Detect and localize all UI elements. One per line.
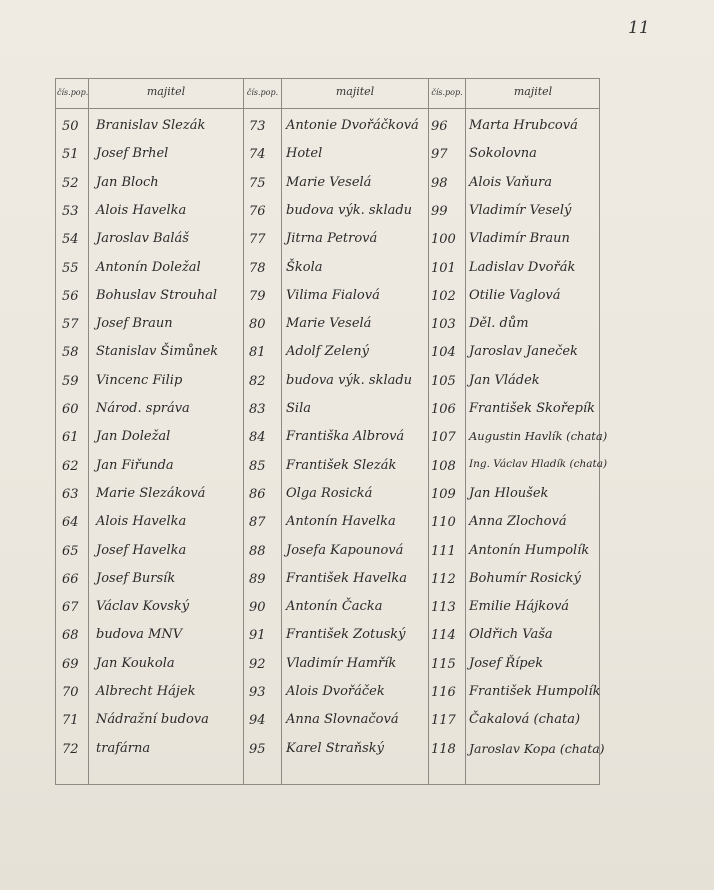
entry-number: 62: [62, 458, 79, 474]
entry-number: 96: [431, 119, 448, 134]
entry-number: 113: [431, 600, 456, 616]
entry-owner: Stanislav Šimůnek: [96, 344, 219, 360]
entry-number: 109: [431, 486, 456, 502]
entry-owner: Bohumír Rosický: [469, 570, 581, 586]
entry-number: 52: [62, 175, 79, 191]
entry-number: 53: [62, 203, 79, 219]
column-divider: [243, 79, 244, 784]
entry-number: 65: [62, 543, 79, 559]
entry-number: 102: [431, 288, 456, 304]
entry-owner: Alois Havelka: [96, 514, 187, 530]
entry-owner: František Zotuský: [286, 627, 406, 643]
entry-owner: Jan Bloch: [96, 174, 159, 190]
entry-number: 99: [431, 203, 448, 219]
entry-owner: budova výk. skladu: [286, 372, 413, 388]
entry-owner: Josef Brhel: [96, 146, 169, 162]
entry-owner: Škola: [286, 259, 323, 275]
header-num-2: čís.pop.: [246, 88, 279, 97]
entry-number: 106: [431, 402, 456, 417]
entry-owner: Vilima Fialová: [286, 287, 380, 303]
entry-number: 108: [431, 458, 456, 474]
entry-owner: Josef Bursík: [96, 570, 176, 586]
entry-owner: Otilie Vaglová: [469, 287, 561, 303]
entry-owner: Adolf Zelený: [286, 344, 369, 360]
entry-number: 93: [249, 685, 266, 700]
entry-number: 116: [431, 685, 456, 700]
entry-number: 84: [249, 430, 266, 446]
entry-owner: Jaroslav Baláš: [96, 231, 189, 247]
entry-number: 105: [431, 373, 456, 389]
entry-number: 56: [62, 288, 79, 304]
entry-number: 77: [249, 232, 266, 248]
entry-number: 98: [431, 175, 448, 191]
entry-owner: František Slezák: [286, 457, 397, 473]
entry-number: 90: [249, 600, 266, 616]
entry-number: 79: [249, 288, 266, 304]
entry-owner: Alois Vaňura: [469, 174, 552, 190]
entry-owner: Nádražní budova: [96, 712, 209, 728]
entry-owner: budova výk. skladu: [286, 202, 413, 218]
entry-number: 82: [249, 373, 266, 389]
entry-owner: Jitrna Petrová: [286, 231, 378, 247]
entry-number: 92: [249, 656, 266, 672]
entry-number: 60: [62, 402, 79, 417]
entry-owner: Branislav Slezák: [96, 118, 206, 133]
entry-number: 95: [249, 741, 266, 757]
entry-number: 83: [249, 402, 266, 417]
entry-owner: Alois Havelka: [96, 202, 187, 218]
entry-owner: Vladimír Hamřík: [286, 655, 397, 671]
entry-number: 75: [249, 175, 266, 191]
entry-owner: Jan Doležal: [96, 429, 171, 445]
entry-owner: Antonín Havelka: [286, 514, 396, 530]
entry-owner: Jaroslav Janeček: [469, 344, 578, 360]
entry-number: 51: [62, 147, 79, 163]
register-table: [55, 78, 608, 785]
entry-number: 101: [431, 260, 456, 276]
entry-owner: Děl. dům: [469, 316, 529, 332]
entry-owner: Karel Straňský: [286, 740, 385, 756]
entry-number: 80: [249, 317, 266, 333]
header-num-1: čís.pop.: [57, 88, 89, 97]
entry-number: 76: [249, 203, 266, 219]
header-owner-3: majitel: [513, 85, 553, 98]
entry-owner: Jan Vládek: [469, 372, 540, 388]
entry-number: 50: [62, 119, 79, 134]
entry-owner: Emilie Hájková: [469, 599, 570, 615]
entry-number: 111: [431, 543, 456, 559]
entry-number: 55: [62, 260, 79, 276]
entry-owner: Anna Slovnačová: [286, 712, 399, 728]
entry-owner: Marie Veselá: [286, 316, 372, 332]
entry-number: 107: [431, 430, 456, 446]
entry-owner: Františka Albrová: [286, 429, 405, 445]
entry-number: 117: [431, 713, 456, 729]
entry-owner: Jan Fiřunda: [96, 457, 174, 473]
entry-owner: Ladislav Dvořák: [469, 259, 576, 275]
entry-number: 88: [249, 543, 266, 559]
entry-owner: Václav Kovský: [96, 599, 190, 615]
header-owner-2: majitel: [335, 85, 375, 98]
entry-number: 59: [62, 373, 79, 389]
entry-owner: Ing. Václav Hladík (chata): [469, 457, 608, 470]
entry-number: 103: [431, 317, 456, 333]
entry-number: 54: [62, 232, 79, 248]
entry-number: 115: [431, 656, 456, 672]
entry-number: 104: [431, 345, 456, 361]
entry-owner: Hotel: [286, 146, 323, 162]
entry-number: 86: [249, 486, 266, 502]
entry-owner: Bohuslav Strouhal: [96, 287, 218, 303]
entry-number: 72: [62, 741, 79, 757]
entry-number: 118: [431, 741, 456, 757]
entry-number: 64: [62, 515, 79, 531]
entry-owner: budova MNV: [96, 627, 183, 643]
entry-number: 73: [249, 119, 266, 134]
entry-owner: Josef Braun: [96, 316, 173, 332]
entry-owner: Vincenc Filip: [96, 372, 183, 388]
entry-owner: Olga Rosická: [286, 485, 373, 501]
entry-owner: Albrecht Hájek: [96, 684, 196, 699]
entry-number: 89: [249, 571, 266, 587]
entry-owner: František Havelka: [286, 570, 408, 586]
entry-owner: Vladimír Veselý: [469, 202, 572, 218]
entry-owner: Josef Řípek: [469, 655, 544, 671]
entry-owner: Marie Veselá: [286, 174, 372, 190]
entry-number: 114: [431, 628, 456, 644]
entry-owner: Josef Havelka: [96, 542, 187, 558]
entry-owner: Augustin Havlík (chata): [469, 429, 608, 444]
entry-owner: Sila: [286, 401, 311, 416]
entry-owner: Jaroslav Kopa (chata): [469, 740, 605, 756]
entry-number: 112: [431, 571, 456, 587]
entry-owner: Antonín Čacka: [286, 599, 383, 615]
entry-number: 85: [249, 458, 266, 474]
entry-number: 68: [62, 628, 79, 644]
entry-owner: Národ. správa: [96, 401, 190, 416]
entry-number: 61: [62, 430, 79, 446]
entry-number: 78: [249, 260, 266, 276]
entry-number: 94: [249, 713, 266, 729]
header-num-3: čís.pop.: [431, 88, 463, 97]
entry-owner: Marie Slezáková: [96, 485, 206, 501]
entry-owner: Anna Zlochová: [469, 514, 567, 530]
entry-owner: Jan Koukola: [96, 655, 175, 671]
column-divider: [465, 79, 466, 784]
entry-number: 100: [431, 232, 456, 248]
entry-owner: Josefa Kapounová: [286, 542, 404, 558]
entry-number: 69: [62, 656, 79, 672]
entry-number: 66: [62, 571, 79, 587]
entry-owner: Vladimír Braun: [469, 231, 570, 247]
entry-owner: František Skořepík: [469, 401, 595, 416]
header-divider: [56, 108, 599, 109]
entry-owner: Antonín Doležal: [96, 259, 201, 275]
entry-owner: trafárna: [96, 740, 151, 756]
entry-owner: Oldřich Vaša: [469, 627, 553, 643]
column-divider: [428, 79, 429, 784]
entry-number: 81: [249, 345, 266, 361]
entry-number: 91: [249, 628, 266, 644]
entry-owner: Antonín Humpolík: [469, 542, 590, 558]
entry-number: 97: [431, 147, 448, 163]
column-divider: [88, 79, 89, 784]
entry-owner: Alois Dvořáček: [286, 684, 385, 699]
entry-owner: František Humpolík: [469, 684, 601, 699]
entry-number: 74: [249, 147, 266, 163]
entry-number: 71: [62, 713, 79, 729]
entry-number: 58: [62, 345, 79, 361]
entry-owner: Čakalová (chata): [469, 712, 581, 728]
entry-owner: Antonie Dvořáčková: [286, 118, 419, 133]
entry-number: 63: [62, 486, 79, 502]
entry-owner: Marta Hrubcová: [469, 118, 578, 133]
entry-owner: Jan Hloušek: [469, 485, 549, 501]
entry-number: 57: [62, 317, 79, 333]
column-divider: [281, 79, 282, 784]
entry-number: 87: [249, 515, 266, 531]
entry-owner: Sokolovna: [469, 146, 537, 162]
page-number: 11: [628, 18, 650, 38]
entry-number: 70: [62, 685, 79, 700]
entry-number: 110: [431, 515, 456, 531]
header-owner-1: majitel: [146, 85, 186, 98]
entry-number: 67: [62, 600, 79, 616]
